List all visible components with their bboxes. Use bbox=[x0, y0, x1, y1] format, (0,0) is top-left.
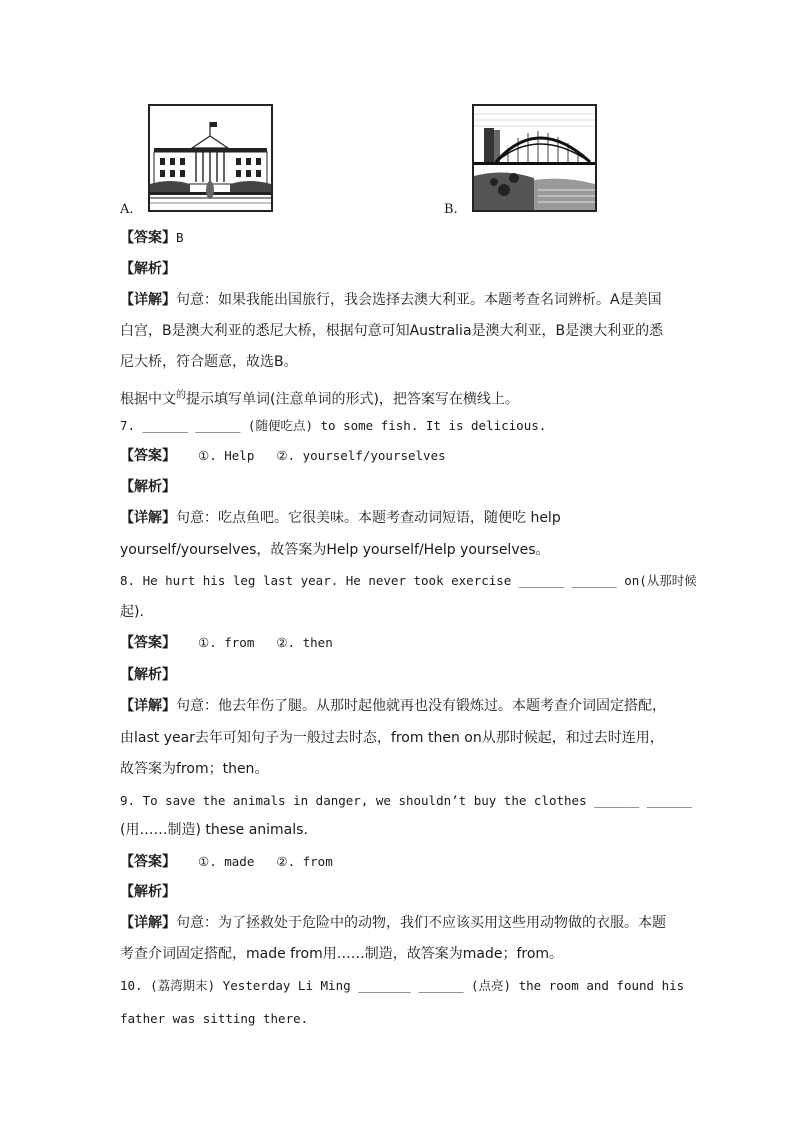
q6-answer: B bbox=[176, 230, 184, 245]
q8-question-line1: 8. He hurt his leg last year. He never took exercise ______ ______ on(从那时候 bbox=[120, 573, 697, 588]
instruction-part1: 根据中文 bbox=[120, 391, 176, 408]
q8-ans2: ②. then bbox=[276, 635, 333, 650]
answer-tag: 【答案】 bbox=[120, 448, 176, 464]
q9-analysis-tag: 【解析】 bbox=[120, 884, 176, 900]
q9-detail-line2: 考查介词固定搭配，made from用……制造，故答案为made；from。 bbox=[120, 946, 564, 962]
q8-analysis-tag: 【解析】 bbox=[120, 667, 176, 683]
q8-detail-line1 bbox=[120, 696, 666, 716]
instruction-part2: 提示填写单词(注意单词的形式)，把答案写在横线上。 bbox=[186, 391, 519, 408]
q8-answer-line bbox=[120, 633, 333, 653]
q10-question-line2: father was sitting there. bbox=[120, 1011, 309, 1026]
answer-tag: 【答案】 bbox=[120, 635, 176, 651]
q6-detail-text1: 句意：如果我能出国旅行，我会选择去澳大利亚。本题考查名词辨析。A是美国 bbox=[176, 292, 662, 308]
option-a-image bbox=[148, 104, 273, 212]
detail-tag: 【详解】 bbox=[120, 510, 176, 526]
q9-question-line1: 9. To save the animals in danger, we shouldn’t buy the clothes ______ ______ bbox=[120, 793, 692, 808]
q7-question: 7. ______ ______ (随便吃点) to some fish. It is delicious. bbox=[120, 418, 547, 433]
detail-tag: 【详解】 bbox=[120, 698, 176, 714]
q8-ans1: ①. from bbox=[198, 635, 255, 650]
q6-analysis-tag: 【解析】 bbox=[120, 261, 176, 277]
q7-analysis-tag: 【解析】 bbox=[120, 479, 176, 495]
q10-question-line1: 10. (荔湾期末) Yesterday Li Ming _______ ______ (点亮) the room and found his bbox=[120, 978, 685, 993]
q6-detail-line1 bbox=[120, 290, 662, 310]
q9-detail-text1: 句意：为了拯救处于危险中的动物，我们不应该买用这些用动物做的衣服。本题 bbox=[176, 915, 666, 931]
q8-question-line2: 起). bbox=[120, 604, 144, 620]
q7-detail-line1 bbox=[120, 508, 561, 528]
q9-question-line2: (用……制造) these animals. bbox=[120, 822, 308, 838]
q8-detail-text1: 句意：他去年伤了腿。从那时起他就再也没有锻炼过。本题考查介词固定搭配， bbox=[176, 698, 666, 714]
answer-tag: 【答案】 bbox=[120, 230, 176, 246]
white-house-illustration bbox=[150, 106, 271, 210]
q7-answer-line bbox=[120, 446, 446, 466]
sydney-bridge-illustration bbox=[474, 106, 595, 210]
q6-answer-line bbox=[120, 228, 184, 248]
q7-ans2: ②. yourself/yourselves bbox=[276, 448, 446, 463]
option-b-label: B. bbox=[444, 202, 458, 217]
q7-ans1: ①. Help bbox=[198, 448, 255, 463]
detail-tag: 【详解】 bbox=[120, 915, 176, 931]
q7-detail-line2: yourself/yourselves，故答案为Help yourself/Help yourselves。 bbox=[120, 542, 550, 558]
q9-answer-line bbox=[120, 852, 333, 872]
option-a-label: A. bbox=[120, 202, 134, 217]
answer-tag: 【答案】 bbox=[120, 854, 176, 870]
instruction-sup: 的 bbox=[176, 390, 186, 401]
section-instruction bbox=[120, 386, 519, 410]
q9-ans2: ②. from bbox=[276, 854, 333, 869]
q8-detail-line2: 由last year去年可知句子为一般过去时态，from then on从那时候起，和过去时连用， bbox=[120, 730, 664, 746]
q8-detail-line3: 故答案为from；then。 bbox=[120, 761, 269, 777]
q7-detail-text1: 句意：吃点鱼吧。它很美味。本题考查动词短语，随便吃 help bbox=[176, 510, 561, 526]
q9-detail-line1 bbox=[120, 913, 666, 933]
detail-tag: 【详解】 bbox=[120, 292, 176, 308]
q9-ans1: ①. made bbox=[198, 854, 255, 869]
q6-detail-line2: 白宫，B是澳大利亚的悉尼大桥，根据句意可知Australia是澳大利亚，B是澳大利亚的悉 bbox=[120, 323, 664, 339]
q6-detail-line3: 尼大桥，符合题意，故选B。 bbox=[120, 354, 298, 370]
option-b-image bbox=[472, 104, 597, 212]
